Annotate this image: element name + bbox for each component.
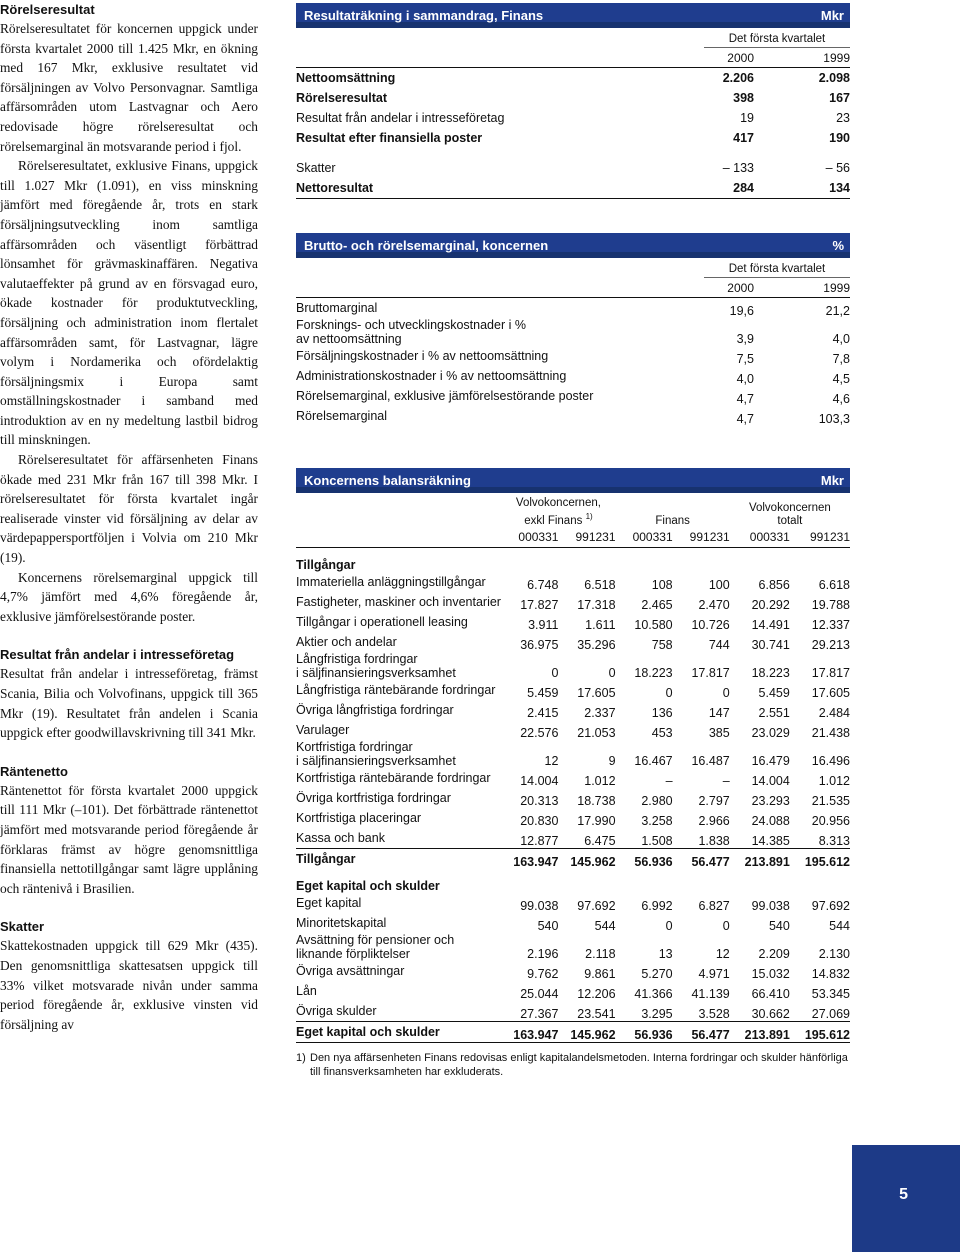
value-cell: 21.053 [577,725,616,740]
value-cell: 12.337 [811,617,850,632]
table-row [296,158,850,178]
row-label [296,406,634,426]
value-cell: 0 [722,685,730,700]
value-cell: 145.962 [558,1021,615,1042]
footnote: 1) Den nya affärsenheten Finans redovisas enligt kapitalandelsmetoden. Interna fordringar och skulder hänförliga till finansverksamheten har exkluderats. [296,1051,848,1078]
value-cell: 56.477 [673,1021,730,1042]
row-label-line: av nettoomsättning [296,332,402,346]
value-cell: 6.475 [584,833,616,848]
value-cell: 18.738 [577,793,616,808]
value-cell: – 133 [722,161,754,175]
row-label [296,572,501,592]
value-cell: 41.366 [634,986,673,1001]
row-label [296,178,634,199]
value-cell: 9.762 [527,966,559,981]
value-cell: 1.611 [585,617,616,632]
row-label-line: Bruttomarginal [296,301,378,315]
table-row [296,1021,850,1042]
value-cell: 4,0 [832,332,850,346]
row-label [296,612,501,632]
table-row [296,572,850,592]
row-label-line: Lån [296,983,317,998]
paragraph: Rörelseresultatet, exklusive Finans, uppgick till 1.027 Mkr (1.091), en viss minskning jämfört med föregående år, trots en stark försäljningsutveckling inom samtliga affärsområden och väsentligt förbättrad lönsamhet för grävmaskinaffären. Negativa valutaeffekter på grund av en försvagad euro, ökade kostnader för produktutveckling, försäljning och administration inom flertalet affärsområden samt, för Lastvagnar, lägre volym i Nordamerika och ofördelaktig försäljningsmix i Europa samt omställningskostnader i samband med introduktion av en ny medeltung lastbil bidrog till minskningen. [0,158,258,448]
table-row [296,406,850,426]
row-label [296,386,634,406]
row-label-line: Aktier och andelar [296,634,397,649]
value-cell: 35.296 [577,637,616,652]
row-label-line: i säljfinansieringsverksamhet [296,665,456,680]
value-cell: 5.459 [758,685,790,700]
heading-skatter: Skatter [0,919,45,935]
row-label [296,788,501,808]
value-cell: 0 [665,918,673,933]
column-group-header: Volvokoncernen, exkl Finans $^{1)}$ [515,497,601,527]
row-label-line: i säljfinansieringsverksamhet [296,753,456,768]
table-row [296,652,850,680]
row-label [296,346,634,366]
year-header: 2000 [634,278,754,298]
value-cell: 2.797 [698,793,730,808]
row-label-line: Tillgångar i operationell leasing [296,614,468,629]
value-cell: 19.788 [811,597,850,612]
year-header: 2000 [634,48,754,68]
table-row [296,981,850,1001]
row-label [296,366,634,386]
value-cell: 14.004 [520,773,559,788]
row-label-line: Övriga avsättningar [296,963,405,978]
heading-rantenetto: Räntenetto [0,763,68,779]
value-cell: 9 [608,753,616,768]
value-cell: – 56 [825,161,850,175]
value-cell: 56.477 [673,848,730,869]
row-label-line: Varulager [296,722,350,737]
row-label [296,158,634,178]
value-cell: 8.313 [818,833,850,848]
value-cell: 136 [651,705,673,720]
value-cell: 12.206 [577,986,616,1001]
value-cell: 17.990 [577,813,616,828]
section-label: Tillgångar [296,557,356,572]
value-cell: 213.891 [730,1021,790,1042]
value-cell: 7,5 [736,352,754,366]
value-cell: 14.385 [751,833,790,848]
value-cell: 163.947 [501,1021,558,1042]
value-cell: 14.832 [811,966,850,981]
value-cell: 195.612 [790,848,850,869]
value-cell: 0 [665,685,673,700]
value-cell: 2.465 [641,597,673,612]
value-cell: 41.139 [691,986,730,1001]
value-cell: – [722,773,730,788]
value-cell: 744 [708,637,730,652]
value-cell: 167 [829,91,850,105]
value-cell: 30.662 [751,1006,790,1021]
value-cell: 36.975 [520,637,559,652]
row-label [296,913,501,933]
row-label-line: Avsättning för pensioner och [296,932,455,947]
value-cell: 4,5 [832,372,850,386]
value-cell: 0 [608,665,616,680]
value-cell: 17.827 [520,597,559,612]
row-label [296,680,501,700]
period-label: Det första kvartalet [704,261,850,278]
table-row [296,68,850,89]
row-label-line: Försäljningskostnader i % av nettoomsättning [296,349,549,363]
value-cell: 23.029 [751,725,790,740]
section-heading [296,869,850,893]
row-label-line: Tillgångar [296,851,356,866]
row-label [296,1021,501,1042]
table-row [296,592,850,612]
row-label [296,808,501,828]
paragraph: Skattekostnaden uppgick till 629 Mkr (435). Den genomsnittliga skattesatsen uppgick till 33% vilket motsvarade nivån under samma period föregående år, exklusive vinsten vid försäljning av [0,938,258,1032]
value-cell: 3.528 [698,1006,730,1021]
row-label-line: Immateriella anläggningstillgångar [296,574,486,589]
row-label-line: Minoritetskapital [296,915,387,930]
table-row [296,366,850,386]
paragraph: Rörelseresultatet för koncernen uppgick under första kvartalet 2000 till 1.425 Mkr, en ökning med 167 Mkr, exklusive resultatet vid försäljningen av Volvo Personvagnar. Samtliga affärsområden utom Lastvagnar och Aero redovisade högre rörelseresultat och rörelsemarginal än motsvarande period i fjol. [0,21,258,154]
value-cell: 453 [651,725,673,740]
table-row [296,913,850,933]
value-cell: 195.612 [790,1021,850,1042]
body-text-column [0,0,258,1034]
row-label-line: Resultat från andelar i intresseföretag [296,111,505,125]
table-row [296,788,850,808]
value-cell: 21.535 [811,793,850,808]
value-cell: 12.877 [520,833,559,848]
margin-table [296,233,850,426]
column-group-header: Volvokoncernen totalt [748,501,831,527]
row-label-line: Forsknings- och utvecklingskostnader i % [296,318,526,332]
value-cell: 284 [733,181,754,195]
value-cell: 2.337 [584,705,616,720]
period-label: Det första kvartalet [704,31,850,48]
value-cell: 540 [768,918,790,933]
value-cell: 16.479 [751,753,790,768]
row-label [296,68,634,89]
table-row [296,933,850,961]
heading-resultat-andelar: Resultat från andelar i intresseföretag [0,647,235,663]
value-cell: 147 [708,705,730,720]
balance-sheet-table [296,468,850,1079]
value-cell: 20.313 [520,793,559,808]
heading-rorelseresultat: Rörelseresultat [0,2,95,17]
value-cell: 12 [544,753,559,768]
table-row [296,848,850,869]
value-cell: 19,6 [729,304,754,318]
value-cell: 417 [733,131,754,145]
table-unit: Mkr [820,8,844,23]
row-label-line: Långfristiga fordringar [296,651,418,666]
row-label-line: Nettoomsättning [296,71,396,85]
table-row [296,680,850,700]
table-unit: Mkr [820,473,844,488]
row-label [296,298,634,319]
row-label-line: Övriga långfristiga fordringar [296,702,454,717]
value-cell: 2.209 [758,946,790,961]
value-cell: 20.956 [811,813,850,828]
value-cell: 1.012 [584,773,616,788]
value-cell: 16.496 [811,753,850,768]
value-cell: 758 [651,637,673,652]
row-label [296,700,501,720]
value-cell: 2.980 [641,793,673,808]
value-cell: 17.605 [577,685,616,700]
value-cell: 99.038 [520,898,559,913]
table-row [296,961,850,981]
value-cell: 7,8 [832,352,850,366]
value-cell: 4,6 [832,392,850,406]
table-title: Brutto- och rörelsemarginal, koncernen [304,238,549,253]
value-cell: 4,0 [736,372,754,386]
value-cell: 134 [829,181,850,195]
row-label-line: Eget kapital [296,895,362,910]
page-number: 5 [899,1186,908,1203]
row-label [296,768,501,788]
column-date: 000331 [501,528,558,548]
value-cell: 17.605 [811,685,850,700]
value-cell: 19 [740,111,754,125]
value-cell: 540 [537,918,559,933]
value-cell: 0 [551,665,559,680]
table-row [296,1001,850,1022]
table-title: Koncernens balansräkning [304,473,471,488]
value-cell: 14.004 [751,773,790,788]
value-cell: 2.484 [818,705,850,720]
value-cell: 99.038 [751,898,790,913]
year-header: 1999 [754,48,850,68]
value-cell: 18.223 [634,665,673,680]
value-cell: 1.012 [818,773,850,788]
value-cell: 0 [722,918,730,933]
column-date: 991231 [790,528,850,548]
row-label-line: liknande förpliktelser [296,946,410,961]
table-unit: % [832,238,844,253]
table-title: Resultaträkning i sammandrag, Finans [304,8,544,23]
value-cell: 3,9 [736,332,754,346]
table-title-bar [296,468,850,493]
year-header: 1999 [754,278,850,298]
column-group-header: Finans [655,514,690,527]
paragraph: Koncernens rörelsemarginal uppgick till 4,7% jämfört med 4,6% föregående år, exklusive jämförelsestörande poster. [0,569,258,624]
value-cell: 190 [829,131,850,145]
paragraph: Rörelseresultatet för affärsenheten Finans ökade med 231 Mkr från 167 till 398 Mkr. I rörelseresultatet för första kvartalet ingår realiserade vinster vid försäljning av delar av värdepappersportföljen i Volvia om 210 Mkr (19). [0,452,258,566]
value-cell: 13 [658,946,673,961]
value-cell: 213.891 [730,848,790,869]
value-cell: 6.856 [758,577,790,592]
value-cell: 16.467 [634,753,673,768]
table-row [296,720,850,740]
page-number-box [852,1145,960,1252]
value-cell: 17.817 [691,665,730,680]
row-label-line: Rörelsemarginal, exklusive jämförelsestörande poster [296,389,594,403]
value-cell: 2.470 [698,597,730,612]
value-cell: 12 [715,946,730,961]
section-heading [296,547,850,572]
value-cell: 16.487 [691,753,730,768]
value-cell: 2.415 [527,705,559,720]
value-cell: 27.069 [811,1006,850,1021]
row-label [296,1001,501,1022]
value-cell: 9.861 [584,966,616,981]
row-label [296,632,501,652]
row-label-line: Fastigheter, maskiner och inventarier [296,594,501,609]
row-label-line: Kortfristiga placeringar [296,810,422,825]
row-label [296,981,501,1001]
row-label [296,740,501,768]
row-label-line: Skatter [296,161,336,175]
table-row [296,318,850,346]
income-statement-finans [296,3,850,199]
value-cell: 30.741 [751,637,790,652]
value-cell: 4,7 [736,412,754,426]
value-cell: 2.206 [722,71,754,85]
row-label [296,128,634,148]
value-cell: 6.618 [818,577,850,592]
table-row [296,298,850,319]
table-row [296,612,850,632]
table-row [296,700,850,720]
value-cell: 97.692 [811,898,850,913]
row-label [296,318,634,346]
row-label-line: Långfristiga räntebärande fordringar [296,682,496,697]
value-cell: 53.345 [811,986,850,1001]
table-row [296,108,850,128]
value-cell: 15.032 [751,966,790,981]
row-label [296,592,501,612]
value-cell: 5.459 [527,685,559,700]
value-cell: 2.196 [527,946,559,961]
value-cell: 5.270 [641,966,673,981]
value-cell: 4.971 [698,966,730,981]
value-cell: 56.936 [616,1021,673,1042]
value-cell: 10.726 [691,617,730,632]
value-cell: 544 [594,918,616,933]
value-cell: 3.295 [641,1006,673,1021]
row-label-line: Kortfristiga fordringar [296,739,413,754]
table-title-bar [296,233,850,258]
value-cell: 103,3 [818,412,850,426]
value-cell: 2.551 [758,705,790,720]
value-cell: 3.258 [641,813,673,828]
row-label [296,652,501,680]
row-label-line: Rörelseresultat [296,91,388,105]
value-cell: 14.491 [751,617,790,632]
value-cell: 2.118 [585,946,616,961]
value-cell: 385 [708,725,730,740]
table-row [296,178,850,199]
value-cell: 23 [836,111,850,125]
value-cell: 10.580 [634,617,673,632]
value-cell: 100 [708,577,730,592]
table-row [296,828,850,849]
row-label-line: Kassa och bank [296,830,385,845]
paragraph: Resultat från andelar i intresseföretag, främst Scania, Bilia och Volvofinans, uppgick till 365 Mkr (19). Resultatet från andelen i Scania uppgick efter goodwillavskrivning till 341 Mkr. [0,666,258,741]
value-cell: 6.518 [584,577,616,592]
value-cell: 3.911 [528,617,559,632]
value-cell: 2.130 [818,946,850,961]
row-label [296,108,634,128]
value-cell: 27.367 [520,1006,559,1021]
value-cell: 20.830 [520,813,559,828]
value-cell: 29.213 [811,637,850,652]
paragraph: Räntenettot för första kvartalet 2000 uppgick till 111 Mkr (–101). Det förbättrade räntenettot jämfört med motsvarande period föregående år förklaras främst av högre genomsnittliga finansiella nettotillgångar samt lägre upplåning och räntenivå i Brasilien. [0,782,258,896]
row-label-line: Övriga skulder [296,1003,377,1018]
table-row [296,808,850,828]
value-cell: 17.817 [811,665,850,680]
value-cell: 24.088 [751,813,790,828]
column-date: 991231 [558,528,615,548]
value-cell: 23.293 [751,793,790,808]
row-label-line: Kortfristiga räntebärande fordringar [296,770,491,785]
value-cell: 66.410 [751,986,790,1001]
value-cell: 18.223 [751,665,790,680]
value-cell: 2.966 [698,813,730,828]
table-row [296,768,850,788]
row-label-line: Rörelsemarginal [296,409,388,423]
value-cell: 4,7 [736,392,754,406]
row-label-line: Eget kapital och skulder [296,1024,440,1039]
value-cell: 21.438 [811,725,850,740]
column-date: 991231 [673,528,730,548]
table-row [296,740,850,768]
row-label [296,720,501,740]
value-cell: 25.044 [520,986,559,1001]
table-row [296,88,850,108]
value-cell: 2.098 [818,71,850,85]
table-row [296,632,850,652]
column-date: 000331 [616,528,673,548]
row-label [296,88,634,108]
value-cell: 23.541 [577,1006,616,1021]
value-cell: 6.992 [641,898,673,913]
row-label [296,893,501,913]
row-label-line: Nettoresultat [296,181,374,195]
value-cell: 6.827 [698,898,730,913]
value-cell: 108 [651,577,673,592]
value-cell: 163.947 [501,848,558,869]
row-label-line: Resultat efter finansiella poster [296,131,483,145]
table-title-bar [296,3,850,28]
value-cell: 1.508 [641,833,673,848]
row-label [296,828,501,849]
section-label: Eget kapital och skulder [296,878,440,893]
value-cell: – [665,773,673,788]
value-cell: 20.292 [751,597,790,612]
table-row [296,386,850,406]
value-cell: 398 [733,91,754,105]
value-cell: 56.936 [616,848,673,869]
row-label [296,848,501,869]
value-cell: 97.692 [577,898,616,913]
row-label-line: Övriga kortfristiga fordringar [296,790,451,805]
table-row [296,893,850,913]
table-row [296,128,850,148]
table-row [296,346,850,366]
value-cell: 145.962 [558,848,615,869]
value-cell: 22.576 [520,725,559,740]
row-label-line: Administrationskostnader i % av nettoomsättning [296,369,567,383]
value-cell: 17.318 [577,597,616,612]
row-label [296,933,501,961]
row-label [296,961,501,981]
value-cell: 1.838 [698,833,730,848]
value-cell: 6.748 [527,577,559,592]
value-cell: 21,2 [825,304,850,318]
column-date: 000331 [730,528,790,548]
value-cell: 544 [829,918,850,933]
